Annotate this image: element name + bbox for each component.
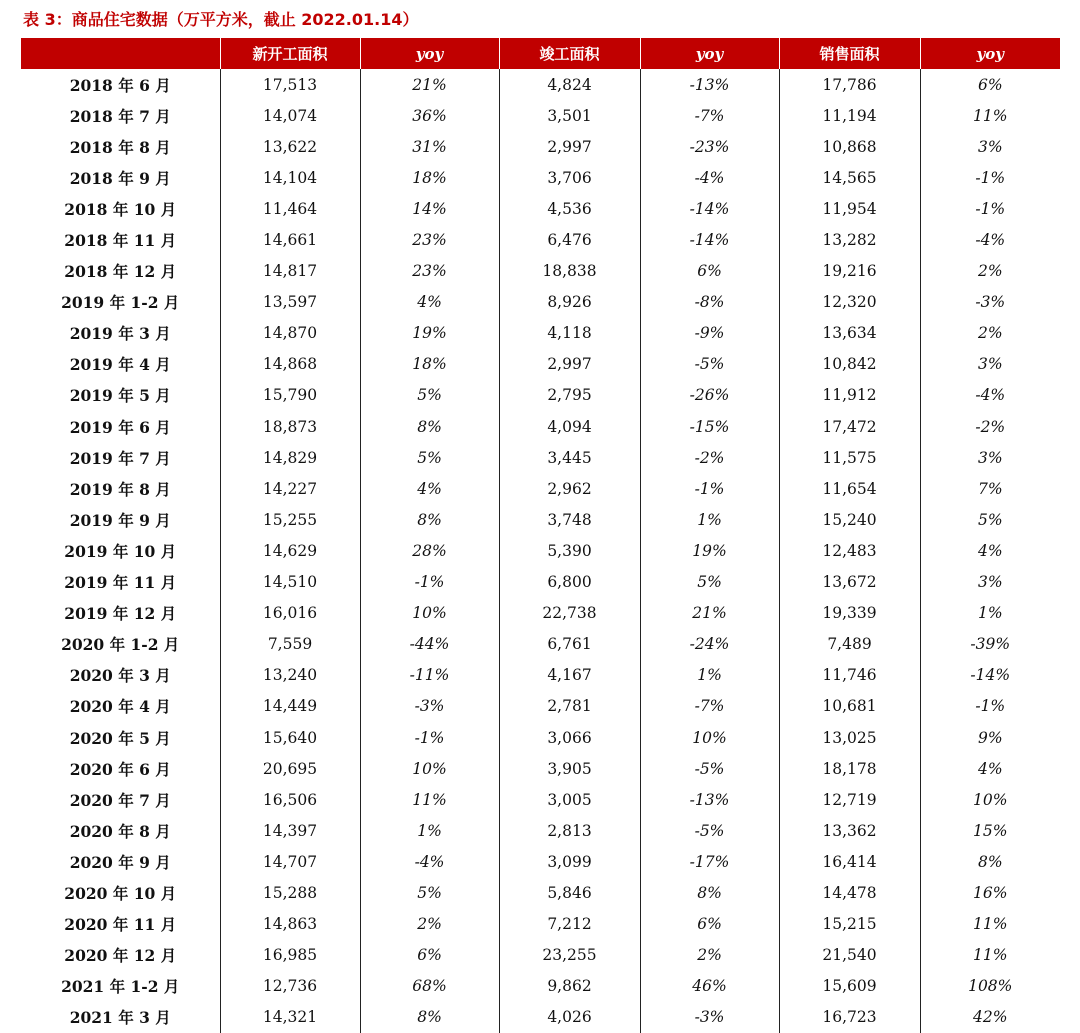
cell-new-starts: 15,640 — [220, 722, 360, 753]
table-row — [21, 442, 1060, 473]
cell-sales: 11,194 — [779, 100, 920, 131]
table-row — [21, 100, 1060, 131]
cell-new-starts-yoy: -44% — [360, 629, 499, 660]
cell-sales: 11,746 — [779, 660, 920, 691]
table-row — [21, 193, 1060, 224]
cell-new-starts-yoy: 10% — [360, 753, 499, 784]
cell-completed: 2,997 — [499, 131, 640, 162]
cell-period: 2020 年 11 月 — [21, 909, 220, 940]
table-row — [21, 909, 1060, 940]
cell-sales-yoy: 108% — [968, 977, 1013, 996]
header-sales: 销售面积 — [779, 38, 920, 69]
cell-new-starts-yoy: 19% — [360, 318, 499, 349]
cell-new-starts: 15,790 — [220, 380, 360, 411]
cell-new-starts: 14,074 — [220, 100, 360, 131]
cell-new-starts-yoy: 8% — [360, 1002, 499, 1033]
table-row — [21, 971, 1060, 1002]
cell-sales: 15,609 — [779, 971, 920, 1002]
cell-new-starts-yoy: 1% — [360, 815, 499, 846]
cell-period: 2019 年 5 月 — [21, 380, 220, 411]
cell-new-starts: 14,321 — [220, 1002, 360, 1033]
table-row — [21, 815, 1060, 846]
cell-new-starts-yoy: 4% — [360, 473, 499, 504]
cell-new-starts-yoy: 31% — [360, 131, 499, 162]
cell-completed: 4,536 — [499, 193, 640, 224]
table-row — [21, 318, 1060, 349]
cell-new-starts: 14,661 — [220, 224, 360, 255]
table-caption: 表 3：商品住宅数据（万平方米，截止 2022.01.14） — [23, 10, 419, 29]
cell-period: 2018 年 10 月 — [21, 193, 220, 224]
cell-new-starts-yoy: 8% — [360, 411, 499, 442]
cell-sales-yoy: -1% — [975, 697, 1006, 716]
cell-completed: 3,501 — [499, 100, 640, 131]
cell-completed: 3,099 — [499, 846, 640, 877]
cell-sales-yoy: 6% — [977, 75, 1003, 94]
cell-sales-yoy: 3% — [977, 573, 1003, 592]
table-body — [21, 69, 1060, 1033]
cell-sales: 13,672 — [779, 567, 920, 598]
table-row — [21, 287, 1060, 318]
cell-new-starts-yoy: 18% — [360, 162, 499, 193]
cell-completed-yoy: 2% — [640, 940, 779, 971]
cell-completed: 2,962 — [499, 473, 640, 504]
table-row — [21, 691, 1060, 722]
cell-new-starts: 14,629 — [220, 535, 360, 566]
cell-completed: 2,781 — [499, 691, 640, 722]
cell-new-starts: 14,868 — [220, 349, 360, 380]
cell-completed-yoy: 1% — [640, 504, 779, 535]
cell-new-starts-yoy: 28% — [360, 535, 499, 566]
cell-sales: 11,912 — [779, 380, 920, 411]
cell-completed: 4,118 — [499, 318, 640, 349]
cell-new-starts-yoy: 21% — [360, 69, 499, 100]
cell-completed-yoy: -1% — [640, 473, 779, 504]
cell-new-starts-yoy: -1% — [360, 567, 499, 598]
cell-sales: 17,472 — [779, 411, 920, 442]
cell-period: 2020 年 6 月 — [21, 753, 220, 784]
cell-new-starts-yoy: -4% — [360, 846, 499, 877]
table-row — [21, 567, 1060, 598]
table-row — [21, 660, 1060, 691]
cell-completed-yoy: -26% — [640, 380, 779, 411]
cell-sales: 11,654 — [779, 473, 920, 504]
cell-completed: 4,026 — [499, 1002, 640, 1033]
cell-new-starts: 20,695 — [220, 753, 360, 784]
header-period — [21, 38, 220, 69]
cell-completed-yoy: -17% — [640, 846, 779, 877]
cell-new-starts: 14,104 — [220, 162, 360, 193]
cell-new-starts-yoy: -1% — [360, 722, 499, 753]
cell-new-starts-yoy: 2% — [360, 909, 499, 940]
cell-new-starts: 16,985 — [220, 940, 360, 971]
cell-sales-yoy: 1% — [977, 604, 1003, 623]
table-row — [21, 380, 1060, 411]
cell-completed-yoy: -7% — [640, 691, 779, 722]
cell-completed: 2,795 — [499, 380, 640, 411]
table-row — [21, 473, 1060, 504]
cell-new-starts: 14,817 — [220, 256, 360, 287]
cell-period: 2019 年 4 月 — [21, 349, 220, 380]
cell-completed-yoy: 6% — [640, 256, 779, 287]
cell-new-starts: 16,016 — [220, 598, 360, 629]
table-row — [21, 877, 1060, 908]
cell-sales-yoy: 11% — [973, 915, 1008, 934]
cell-period: 2020 年 4 月 — [21, 691, 220, 722]
header-completed: 竣工面积 — [499, 38, 640, 69]
cell-sales-yoy: 3% — [977, 137, 1003, 156]
cell-completed: 3,706 — [499, 162, 640, 193]
header-new-starts-yoy: yoy — [360, 38, 499, 69]
cell-sales-yoy: 8% — [977, 852, 1003, 871]
cell-new-starts: 14,870 — [220, 318, 360, 349]
header-sales-yoy: yoy — [920, 38, 1060, 69]
cell-sales: 13,282 — [779, 224, 920, 255]
cell-sales-yoy: 15% — [973, 821, 1008, 840]
cell-new-starts-yoy: 5% — [360, 877, 499, 908]
cell-sales: 13,025 — [779, 722, 920, 753]
cell-sales: 14,478 — [779, 877, 920, 908]
cell-sales: 10,842 — [779, 349, 920, 380]
table-row — [21, 753, 1060, 784]
cell-new-starts-yoy: 18% — [360, 349, 499, 380]
cell-sales-yoy: 9% — [977, 728, 1003, 747]
cell-sales-yoy: -4% — [975, 231, 1006, 250]
cell-period: 2020 年 7 月 — [21, 784, 220, 815]
cell-completed-yoy: 8% — [640, 877, 779, 908]
cell-sales-yoy: 11% — [973, 106, 1008, 125]
cell-period: 2020 年 1-2 月 — [21, 629, 220, 660]
header-row — [21, 38, 1060, 69]
cell-new-starts-yoy: 4% — [360, 287, 499, 318]
cell-sales-yoy: -14% — [970, 666, 1011, 685]
cell-completed-yoy: -4% — [640, 162, 779, 193]
cell-completed-yoy: -15% — [640, 411, 779, 442]
cell-period: 2021 年 1-2 月 — [21, 971, 220, 1002]
cell-sales: 15,240 — [779, 504, 920, 535]
cell-period: 2020 年 8 月 — [21, 815, 220, 846]
cell-sales: 17,786 — [779, 69, 920, 100]
table-row — [21, 504, 1060, 535]
cell-completed: 3,005 — [499, 784, 640, 815]
cell-completed-yoy: -9% — [640, 318, 779, 349]
cell-new-starts-yoy: 5% — [360, 442, 499, 473]
table-row — [21, 1002, 1060, 1033]
cell-completed: 6,800 — [499, 567, 640, 598]
cell-new-starts: 15,288 — [220, 877, 360, 908]
cell-completed-yoy: 19% — [640, 535, 779, 566]
cell-new-starts-yoy: 68% — [360, 971, 499, 1002]
cell-sales: 19,216 — [779, 256, 920, 287]
cell-completed: 8,926 — [499, 287, 640, 318]
cell-new-starts: 14,707 — [220, 846, 360, 877]
table-row — [21, 535, 1060, 566]
cell-completed-yoy: -14% — [640, 224, 779, 255]
cell-sales-yoy: 5% — [977, 510, 1003, 529]
cell-completed-yoy: -7% — [640, 100, 779, 131]
cell-sales: 15,215 — [779, 909, 920, 940]
cell-new-starts: 14,227 — [220, 473, 360, 504]
cell-completed: 5,390 — [499, 535, 640, 566]
housing-data-table — [21, 38, 1060, 1033]
table-row — [21, 784, 1060, 815]
cell-completed-yoy: -5% — [640, 815, 779, 846]
cell-sales: 11,954 — [779, 193, 920, 224]
cell-sales-yoy: 10% — [973, 790, 1008, 809]
cell-new-starts: 11,464 — [220, 193, 360, 224]
cell-new-starts-yoy: 14% — [360, 193, 499, 224]
cell-completed: 3,445 — [499, 442, 640, 473]
cell-completed: 6,761 — [499, 629, 640, 660]
cell-completed: 4,167 — [499, 660, 640, 691]
cell-period: 2018 年 7 月 — [21, 100, 220, 131]
cell-new-starts: 13,597 — [220, 287, 360, 318]
cell-completed: 4,824 — [499, 69, 640, 100]
cell-period: 2018 年 8 月 — [21, 131, 220, 162]
cell-sales: 12,320 — [779, 287, 920, 318]
cell-sales-yoy: 11% — [973, 946, 1008, 965]
cell-completed: 18,838 — [499, 256, 640, 287]
cell-new-starts: 13,240 — [220, 660, 360, 691]
cell-new-starts-yoy: 36% — [360, 100, 499, 131]
cell-completed-yoy: -23% — [640, 131, 779, 162]
cell-sales: 12,483 — [779, 535, 920, 566]
cell-sales-yoy: -3% — [975, 293, 1006, 312]
cell-sales: 16,723 — [779, 1002, 920, 1033]
cell-period: 2021 年 3 月 — [21, 1002, 220, 1033]
cell-completed-yoy: -8% — [640, 287, 779, 318]
cell-new-starts: 7,559 — [220, 629, 360, 660]
cell-completed: 7,212 — [499, 909, 640, 940]
cell-sales-yoy: 7% — [977, 479, 1003, 498]
header-new-starts: 新开工面积 — [220, 38, 360, 69]
cell-completed-yoy: 46% — [640, 971, 779, 1002]
cell-completed-yoy: -5% — [640, 753, 779, 784]
table-row — [21, 224, 1060, 255]
cell-sales: 13,362 — [779, 815, 920, 846]
table-row — [21, 131, 1060, 162]
cell-period: 2019 年 6 月 — [21, 411, 220, 442]
cell-completed-yoy: -14% — [640, 193, 779, 224]
cell-period: 2019 年 7 月 — [21, 442, 220, 473]
cell-sales: 12,719 — [779, 784, 920, 815]
cell-sales-yoy: 42% — [973, 1008, 1008, 1027]
cell-new-starts: 14,863 — [220, 909, 360, 940]
cell-completed: 5,846 — [499, 877, 640, 908]
cell-new-starts-yoy: 5% — [360, 380, 499, 411]
cell-sales: 14,565 — [779, 162, 920, 193]
cell-sales: 19,339 — [779, 598, 920, 629]
cell-completed: 3,905 — [499, 753, 640, 784]
cell-sales-yoy: 3% — [977, 448, 1003, 467]
cell-completed: 23,255 — [499, 940, 640, 971]
cell-completed-yoy: -13% — [640, 784, 779, 815]
cell-completed: 3,066 — [499, 722, 640, 753]
cell-period: 2019 年 9 月 — [21, 504, 220, 535]
cell-sales-yoy: -4% — [975, 386, 1006, 405]
cell-completed-yoy: 6% — [640, 909, 779, 940]
cell-sales: 11,575 — [779, 442, 920, 473]
cell-sales: 18,178 — [779, 753, 920, 784]
cell-period: 2018 年 6 月 — [21, 69, 220, 100]
table-row — [21, 69, 1060, 100]
table-row — [21, 256, 1060, 287]
cell-sales-yoy: 16% — [973, 883, 1008, 902]
cell-sales: 13,634 — [779, 318, 920, 349]
cell-sales: 10,868 — [779, 131, 920, 162]
cell-period: 2019 年 11 月 — [21, 567, 220, 598]
cell-new-starts: 12,736 — [220, 971, 360, 1002]
cell-period: 2018 年 12 月 — [21, 256, 220, 287]
cell-sales: 7,489 — [779, 629, 920, 660]
table-row — [21, 349, 1060, 380]
cell-completed-yoy: -24% — [640, 629, 779, 660]
cell-new-starts: 15,255 — [220, 504, 360, 535]
cell-sales-yoy: 2% — [977, 324, 1003, 343]
cell-completed-yoy: 21% — [640, 598, 779, 629]
cell-new-starts-yoy: 10% — [360, 598, 499, 629]
cell-new-starts-yoy: 6% — [360, 940, 499, 971]
cell-completed: 2,813 — [499, 815, 640, 846]
cell-period: 2019 年 10 月 — [21, 535, 220, 566]
cell-completed: 9,862 — [499, 971, 640, 1002]
cell-sales: 21,540 — [779, 940, 920, 971]
table-row — [21, 598, 1060, 629]
cell-sales: 16,414 — [779, 846, 920, 877]
cell-completed: 6,476 — [499, 224, 640, 255]
cell-new-starts: 14,449 — [220, 691, 360, 722]
table-row — [21, 722, 1060, 753]
cell-completed-yoy: -13% — [640, 69, 779, 100]
cell-completed: 3,748 — [499, 504, 640, 535]
cell-new-starts: 18,873 — [220, 411, 360, 442]
cell-period: 2019 年 3 月 — [21, 318, 220, 349]
cell-completed-yoy: 1% — [640, 660, 779, 691]
cell-period: 2020 年 3 月 — [21, 660, 220, 691]
cell-new-starts: 14,829 — [220, 442, 360, 473]
cell-sales-yoy: -1% — [975, 168, 1006, 187]
cell-new-starts-yoy: 11% — [360, 784, 499, 815]
cell-new-starts-yoy: 23% — [360, 256, 499, 287]
cell-completed-yoy: 10% — [640, 722, 779, 753]
cell-new-starts: 16,506 — [220, 784, 360, 815]
cell-new-starts: 13,622 — [220, 131, 360, 162]
cell-completed-yoy: -2% — [640, 442, 779, 473]
cell-new-starts-yoy: -11% — [360, 660, 499, 691]
cell-period: 2018 年 11 月 — [21, 224, 220, 255]
cell-new-starts: 17,513 — [220, 69, 360, 100]
cell-period: 2019 年 1-2 月 — [21, 287, 220, 318]
cell-sales-yoy: 2% — [977, 262, 1003, 281]
cell-new-starts: 14,510 — [220, 567, 360, 598]
cell-sales-yoy: 3% — [977, 355, 1003, 374]
table-row — [21, 629, 1060, 660]
cell-period: 2020 年 12 月 — [21, 940, 220, 971]
table-row — [21, 940, 1060, 971]
table-row — [21, 411, 1060, 442]
cell-sales: 10,681 — [779, 691, 920, 722]
table-row — [21, 846, 1060, 877]
cell-sales-yoy: 4% — [977, 541, 1003, 560]
cell-completed: 4,094 — [499, 411, 640, 442]
cell-sales-yoy: -2% — [975, 417, 1006, 436]
cell-sales-yoy: 4% — [977, 759, 1003, 778]
cell-sales-yoy: -39% — [970, 635, 1011, 654]
cell-period: 2020 年 10 月 — [21, 877, 220, 908]
cell-completed-yoy: -3% — [640, 1002, 779, 1033]
cell-completed: 22,738 — [499, 598, 640, 629]
cell-completed-yoy: -5% — [640, 349, 779, 380]
cell-period: 2019 年 8 月 — [21, 473, 220, 504]
cell-period: 2019 年 12 月 — [21, 598, 220, 629]
cell-completed: 2,997 — [499, 349, 640, 380]
header-completed-yoy: yoy — [640, 38, 779, 69]
cell-new-starts-yoy: 23% — [360, 224, 499, 255]
cell-completed-yoy: 5% — [640, 567, 779, 598]
cell-new-starts-yoy: 8% — [360, 504, 499, 535]
cell-period: 2018 年 9 月 — [21, 162, 220, 193]
cell-period: 2020 年 5 月 — [21, 722, 220, 753]
cell-new-starts: 14,397 — [220, 815, 360, 846]
table-row — [21, 162, 1060, 193]
cell-new-starts-yoy: -3% — [360, 691, 499, 722]
cell-sales-yoy: -1% — [975, 199, 1006, 218]
cell-period: 2020 年 9 月 — [21, 846, 220, 877]
